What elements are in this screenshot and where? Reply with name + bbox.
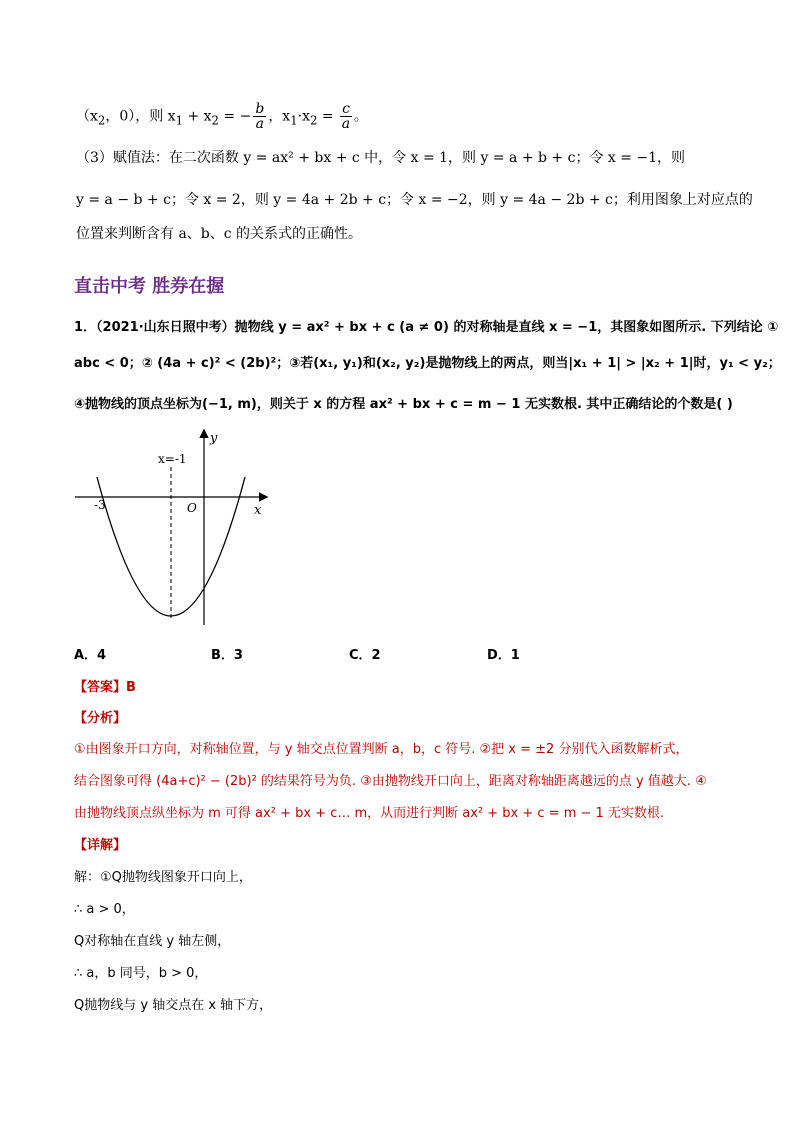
- question-line-1: 1．（2021·山东日照中考）抛物线 y = ax² + bx + c (a ≠ 0) 的对称轴是直线 x = −1，其图象如图所示. 下列结论 ①: [74, 320, 779, 335]
- option-d[interactable]: D．1: [487, 648, 520, 663]
- analysis-line-1: ①由图象开口方向，对称轴位置，与 y 轴交点位置判断 a，b，c 符号. ②把 x = ±2 分别代入函数解析式，: [74, 742, 689, 757]
- root-label: -3: [94, 498, 106, 512]
- question-line-3: ④抛物线的顶点坐标为(−1, m)，则关于 x 的方程 ax² + bx + c = m − 1 无实数根. 其中正确结论的个数是( ): [74, 397, 733, 412]
- fraction-c-over-a: $\frac{c}{a}$: [341, 101, 351, 132]
- option-a[interactable]: A．4: [74, 648, 107, 663]
- detail-line-3: Q对称轴在直线 y 轴左侧，: [74, 934, 231, 949]
- intro-line-4: 位置来判断含有 a、b、c 的关系式的正确性。: [76, 226, 363, 242]
- symmetry-axis-label: x=-1: [158, 452, 187, 466]
- x-axis-label: x: [254, 503, 262, 518]
- detail-line-4: ∴ a，b 同号，b > 0，: [74, 966, 208, 981]
- y-axis-label: y: [210, 431, 218, 446]
- intro-line-1: （$x_2$，0），则 $x_1 + x_2$ = − $\frac{b}{a}$ ，$x_1\cdot x_2$ = $\frac{c}{a}$ 。: [76, 101, 368, 132]
- origin-label: O: [187, 501, 197, 515]
- analysis-line-3: 由抛物线顶点纵坐标为 m 可得 ax² + bx + c… m，从而进行判断 ax² + bx + c = m − 1 无实数根.: [74, 806, 665, 821]
- detail-line-2: ∴ a > 0，: [74, 902, 135, 917]
- answer-tag: 【答案】: [74, 680, 127, 695]
- section-heading: 直击中考 胜券在握: [74, 276, 225, 297]
- answer-value: B: [126, 680, 136, 695]
- question-line-2: abc < 0；② (4a + c)² < (2b)²；③若(x₁, y₁)和(x₂, y₂)是抛物线上的两点，则当|x₁ + 1| > |x₂ + 1|时，y₁ < y₂；: [74, 356, 781, 371]
- detail-line-5: Q抛物线与 y 轴交点在 x 轴下方，: [74, 998, 273, 1013]
- detail-line-1: 解：①Q抛物线图象开口向上，: [74, 870, 252, 885]
- intro-line-3: y = a − b + c；令 x = 2，则 y = 4a + 2b + c；令 x = −2，则 y = 4a − 2b + c；利用图象上对应点的: [76, 192, 753, 208]
- option-c[interactable]: C．2: [349, 648, 381, 663]
- intro-line-2: （3）赋值法：在二次函数 y = ax² + bx + c 中，令 x = 1，则 y = a + b + c；令 x = −1，则: [76, 150, 686, 166]
- fraction-b-over-a: $\frac{b}{a}$: [255, 101, 265, 132]
- detail-tag: 【详解】: [74, 838, 127, 853]
- analysis-line-2: 结合图象可得 (4a+c)² − (2b)² 的结果符号为负. ③由抛物线开口向上，距离对称轴距离越远的点 y 值越大. ④: [74, 774, 707, 789]
- answer-line: [74, 676, 136, 695]
- option-b[interactable]: B．3: [211, 648, 243, 663]
- parabola-graph: [70, 425, 280, 635]
- analysis-tag: 【分析】: [74, 711, 127, 726]
